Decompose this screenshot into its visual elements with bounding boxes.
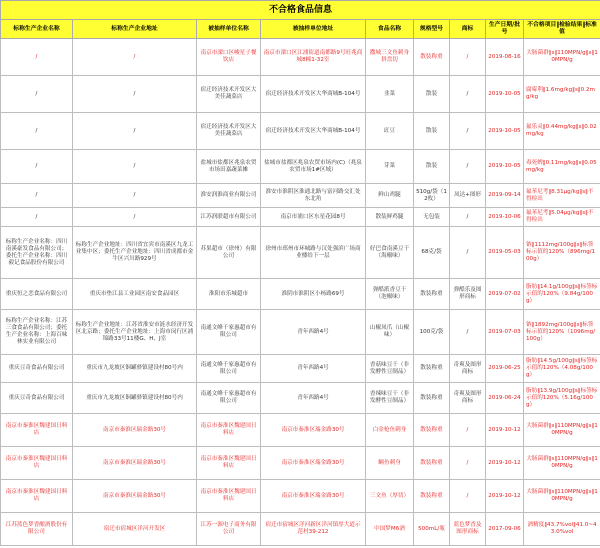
table-cell: 江苏润联超市有限公司 bbox=[197, 208, 261, 227]
table-cell: 标称生产企业名称：四川南溪豪发食品有限公司；委托生产企业名称：四川毅记食品股份有限公司 bbox=[1, 227, 73, 279]
table-cell: 2019-10-06 bbox=[486, 208, 524, 227]
table-cell: 散装称重 bbox=[414, 39, 450, 76]
table-cell: 脂肪‖14.1g/100g‖s‖标签标示值的120%（9.84g/100g） bbox=[524, 279, 600, 310]
table-cell: 南京市秦淮区魏建国日料店 bbox=[197, 414, 261, 447]
table-cell: 重庆市九龙坡区铜罐驿镇建设村80号内 bbox=[73, 355, 197, 383]
table-cell: 宿迁经济技术开发区大美佳蔬菜店 bbox=[197, 76, 261, 113]
table-cell: 重庆豆奇食品有限公司 bbox=[1, 383, 73, 414]
table-row bbox=[1, 227, 600, 279]
column-header: 标称生产企业地址 bbox=[73, 20, 197, 39]
table-cell: 2019-06-25 bbox=[486, 355, 524, 383]
table-cell: 2019-10-05 bbox=[486, 150, 524, 184]
table-cell: 钠‖1112mg/100g‖s‖标签标示值的120%（896mg/100g） bbox=[524, 227, 600, 279]
table-cell: 南京市秦淮区瑞金路30号 bbox=[261, 447, 366, 480]
table-cell: 弹酷派香豆干（泡椒味） bbox=[366, 279, 414, 310]
table-cell: 毒死蜱‖0.11mg/kg‖s‖0.05mg/kg bbox=[524, 150, 600, 184]
table-cell: 芽菜 bbox=[366, 150, 414, 184]
table-cell: 南京市秦淮区魏建国日料店 bbox=[197, 447, 261, 480]
table-row bbox=[1, 310, 600, 355]
table-cell: 蓝色梦香及图形商标 bbox=[450, 513, 486, 546]
table-cell: 500mL/瓶 bbox=[414, 513, 450, 546]
table-cell: 弹酷乐及图形商标 bbox=[450, 279, 486, 310]
table-row bbox=[1, 414, 600, 447]
table-cell: 奇爽及图形商标 bbox=[450, 383, 486, 414]
table-cell: 奇爽及图形商标 bbox=[450, 355, 486, 383]
table-row bbox=[1, 184, 600, 208]
table-cell: 白金枪鱼刺身 bbox=[366, 414, 414, 447]
table-cell: 2019-10-05 bbox=[486, 76, 524, 113]
table-cell: 淮安市淮阴区淮通北路与富河路交汇处东北角 bbox=[261, 184, 366, 208]
table-row bbox=[1, 513, 600, 546]
table-cell: 宿迁市宿城区洋河开发区 bbox=[73, 513, 197, 546]
table-cell: / bbox=[1, 150, 73, 184]
table-cell: 重庆豆奇食品有限公司 bbox=[1, 355, 73, 383]
table-cell: 2019-10-12 bbox=[486, 480, 524, 513]
table-cell: 大肠菌群‖s‖110MPN/g‖s‖10MPN/g bbox=[524, 447, 600, 480]
table-cell: 南京市溧口区峻星子餐饮店 bbox=[197, 39, 261, 76]
table-cell: 510g/袋（12枚） bbox=[414, 184, 450, 208]
table-cell: 无包装 bbox=[414, 208, 450, 227]
table-cell: / bbox=[450, 414, 486, 447]
table-cell: 宿迁市宿城区洋河新区洋河镇厚大道示范村39-212 bbox=[261, 513, 366, 546]
table-cell: 鲜山鸡腿 bbox=[366, 184, 414, 208]
table-cell: / bbox=[73, 76, 197, 113]
table-cell: 好巴食南溪豆干（海椒味） bbox=[366, 227, 414, 279]
table-cell: 盐城市盐都区兆泉农贸市场田嘉蔬菜摊 bbox=[197, 150, 261, 184]
table-cell: / bbox=[73, 113, 197, 150]
table-cell: / bbox=[450, 39, 486, 76]
table-cell: 2019-10-05 bbox=[486, 113, 524, 150]
table-cell: 三文鱼（厚切） bbox=[366, 480, 414, 513]
table-cell: / bbox=[450, 227, 486, 279]
table-cell: 散装 bbox=[414, 76, 450, 113]
table-cell: / bbox=[73, 150, 197, 184]
table-cell: 散装 bbox=[414, 150, 450, 184]
table-cell: 南京市秦淮区魏建国日料店 bbox=[1, 480, 73, 513]
column-header: 不合格项目‖检验结果‖标准值 bbox=[524, 20, 600, 39]
table-cell: / bbox=[450, 76, 486, 113]
table-cell: 大肠菌群‖s‖110MPN/g‖s‖10MPN/g bbox=[524, 480, 600, 513]
table-cell: 南通文峰千家惠超市有限公司 bbox=[197, 355, 261, 383]
table-cell: / bbox=[450, 208, 486, 227]
table-cell: 凤达+图形 bbox=[450, 184, 486, 208]
header-row bbox=[1, 20, 600, 39]
table-cell: / bbox=[450, 113, 486, 150]
table-cell: 散装鲜鸡腿 bbox=[366, 208, 414, 227]
table-row bbox=[1, 76, 600, 113]
table-cell: 2017-09-06 bbox=[486, 513, 524, 546]
table-cell: 68克/袋 bbox=[414, 227, 450, 279]
column-header: 标称生产企业名称 bbox=[1, 20, 73, 39]
table-cell: 重庆市垫江县工业园区南安食品园区 bbox=[73, 279, 197, 310]
table-cell: 2019-10-12 bbox=[486, 414, 524, 447]
table-cell: 大肠菌群‖s‖110MPN/g‖s‖10MPN/g bbox=[524, 39, 600, 76]
table-cell: 标称生产企业地址：江苏省淮安市涟水经济开发区北京路；委托生产企业地址：上海市闵行区浦锦路33号11楼G、H、J室 bbox=[73, 310, 197, 355]
table-cell: 重庆市九龙坡区铜罐驿镇建设村80号内 bbox=[73, 383, 197, 414]
table-cell: 南通文峰千家惠超市有限公司 bbox=[197, 383, 261, 414]
table-cell: 江苏蓝色梦香酿酒股份有限公司 bbox=[1, 513, 73, 546]
column-header: 生产日期/批号 bbox=[486, 20, 524, 39]
table-cell: 南京市秦淮区瑞金路30号 bbox=[73, 447, 197, 480]
table-cell: / bbox=[1, 76, 73, 113]
column-header: 被抽样单位地址 bbox=[261, 20, 366, 39]
table-cell: 苏果超市（徐州）有限公司 bbox=[197, 227, 261, 279]
table-cell: 散装 bbox=[414, 113, 450, 150]
table-cell: 江苏一源电子商务有限公司 bbox=[197, 513, 261, 546]
table-cell: 脂肪‖14.5g/100g‖s‖标签标示值的120%（4.08g/100g） bbox=[524, 355, 600, 383]
table-cell: 南京市浦口区东星花园8号 bbox=[261, 208, 366, 227]
table-cell: 南京市秦淮区瑞金路30号 bbox=[261, 414, 366, 447]
table-cell: / bbox=[450, 447, 486, 480]
table-cell: 脂肪‖13.9g/100g‖s‖标签标示值的120%（5.16g/100g） bbox=[524, 383, 600, 414]
table-row bbox=[1, 113, 600, 150]
table-row bbox=[1, 383, 600, 414]
table-cell: / bbox=[450, 150, 486, 184]
table-cell: 南京市溧口区江浦街道南都路9号旺兆商城8幢1-32室 bbox=[261, 39, 366, 76]
table-cell: 香辣味豆干（非发酵性豆制品） bbox=[366, 383, 414, 414]
table-cell: 盐城市盐都区兆泉农贸市场内(C)（兆泉农贸市场1#区域） bbox=[261, 150, 366, 184]
table-cell: 宿迁经济技术开发区大美佳蔬菜店 bbox=[197, 113, 261, 150]
table-cell: 腐霉利‖1.6mg/kg‖s‖0.2mg/kg bbox=[524, 76, 600, 113]
table-cell: 2019-09-14 bbox=[486, 184, 524, 208]
column-header: 被抽样单位名称 bbox=[197, 20, 261, 39]
table-cell: 撒城三文鱼刺身拼盘切 bbox=[366, 39, 414, 76]
table-cell: / bbox=[450, 310, 486, 355]
column-header: 食品名称 bbox=[366, 20, 414, 39]
table-cell: / bbox=[450, 480, 486, 513]
table-row bbox=[1, 279, 600, 310]
table-cell: 钠‖1892mg/100g‖s‖标签标示值的120%（1096mg/100g） bbox=[524, 310, 600, 355]
table-cell: 2019-08-16 bbox=[486, 39, 524, 76]
table-row bbox=[1, 150, 600, 184]
table-cell: 青年西路4号 bbox=[261, 383, 366, 414]
table-cell: / bbox=[73, 208, 197, 227]
table-cell: 淮阳市乐城超市 bbox=[197, 279, 261, 310]
table-cell: 徐州市邳州市环城路与汉处强滨广场商业楼给下一层 bbox=[261, 227, 366, 279]
table-cell: 宿迁经济技术开发区大华商城B-104号 bbox=[261, 113, 366, 150]
table-cell: 标称生产企业名称：江苏三食食品有限公司；委托生产企业名称：上海百味林实业有限公司 bbox=[1, 310, 73, 355]
table-cell: / bbox=[73, 39, 197, 76]
table-cell: / bbox=[1, 208, 73, 227]
table-cell: 南京市秦淮区瑞金路30号 bbox=[73, 414, 197, 447]
table-row bbox=[1, 208, 600, 227]
table-cell: 南通文峰千家惠超市有限公司 bbox=[197, 310, 261, 355]
table-row bbox=[1, 39, 600, 76]
table-cell: 2019-07-02 bbox=[486, 279, 524, 310]
table-cell: / bbox=[1, 39, 73, 76]
table-cell: 淮阴市淮阴区小杨路69号 bbox=[261, 279, 366, 310]
table-cell: 青年西路4号 bbox=[261, 355, 366, 383]
table-cell: 100克/袋 bbox=[414, 310, 450, 355]
table-cell: 散装称重 bbox=[414, 279, 450, 310]
table-cell: 青年西路4号 bbox=[261, 310, 366, 355]
table-cell: 重庆恒之恋食品有限公司 bbox=[1, 279, 73, 310]
table-cell: 南京市秦淮区瑞金路30号 bbox=[261, 480, 366, 513]
table-cell: / bbox=[1, 113, 73, 150]
table-cell: / bbox=[73, 184, 197, 208]
table-cell: 山椒凤爪（山椒味） bbox=[366, 310, 414, 355]
table-cell: 标称生产企业地址：四川省宜宾市南溪区九龙工业集中区；委托生产企业地址：四川省成都市金牛区兴川路929号 bbox=[73, 227, 197, 279]
table-cell: 2019-07-03 bbox=[486, 310, 524, 355]
table-cell: 南京市秦淮区魏建国日料店 bbox=[1, 414, 73, 447]
table-cell: 酒精度‖43.7%vol‖41.0~43.0%vol bbox=[524, 513, 600, 546]
table-cell: 大肠菌群‖s‖110MPN/g‖s‖10MPN/g bbox=[524, 414, 600, 447]
table-cell: 韭菜 bbox=[366, 76, 414, 113]
table-cell: 散装称重 bbox=[414, 480, 450, 513]
table-cell: 2019-06-24 bbox=[486, 383, 524, 414]
table-cell: 中国梦M6酒 bbox=[366, 513, 414, 546]
table-cell: 散装称重 bbox=[414, 355, 450, 383]
table-cell: 豇豆 bbox=[366, 113, 414, 150]
table-cell: 氟乐灵‖0.44mg/kg‖s‖0.02mg/kg bbox=[524, 113, 600, 150]
table-cell: 鲷鱼刺身 bbox=[366, 447, 414, 480]
table-cell: 氟苯尼考‖5.04μg/kg‖s‖不得检出 bbox=[524, 208, 600, 227]
table-cell: 散装称重 bbox=[414, 383, 450, 414]
table-row bbox=[1, 447, 600, 480]
table-cell: 散装称重 bbox=[414, 447, 450, 480]
table-row bbox=[1, 480, 600, 513]
table-cell: 南京市秦淮区魏建国日料店 bbox=[1, 447, 73, 480]
table-cell: 2019-10-12 bbox=[486, 447, 524, 480]
table-cell: 宿迁经济技术开发区大华商城B-104号 bbox=[261, 76, 366, 113]
table-cell: 香菇味豆干（非发酵性豆制品） bbox=[366, 355, 414, 383]
table-cell: 散装称重 bbox=[414, 414, 450, 447]
table-title: 不合格食品信息 bbox=[1, 1, 600, 20]
column-header: 规格型号 bbox=[414, 20, 450, 39]
table-cell: 淮安润淮商业有限公司 bbox=[197, 184, 261, 208]
table-cell: 南京市秦淮区瑞金路30号 bbox=[73, 480, 197, 513]
table-row bbox=[1, 355, 600, 383]
column-header: 商标 bbox=[450, 20, 486, 39]
table-cell: / bbox=[1, 184, 73, 208]
table-cell: 氟苯尼考‖8.31μg/kg‖s‖不得检出 bbox=[524, 184, 600, 208]
table-cell: 南京市秦淮区魏建国日料店 bbox=[197, 480, 261, 513]
table-cell: 2019-05-03 bbox=[486, 227, 524, 279]
